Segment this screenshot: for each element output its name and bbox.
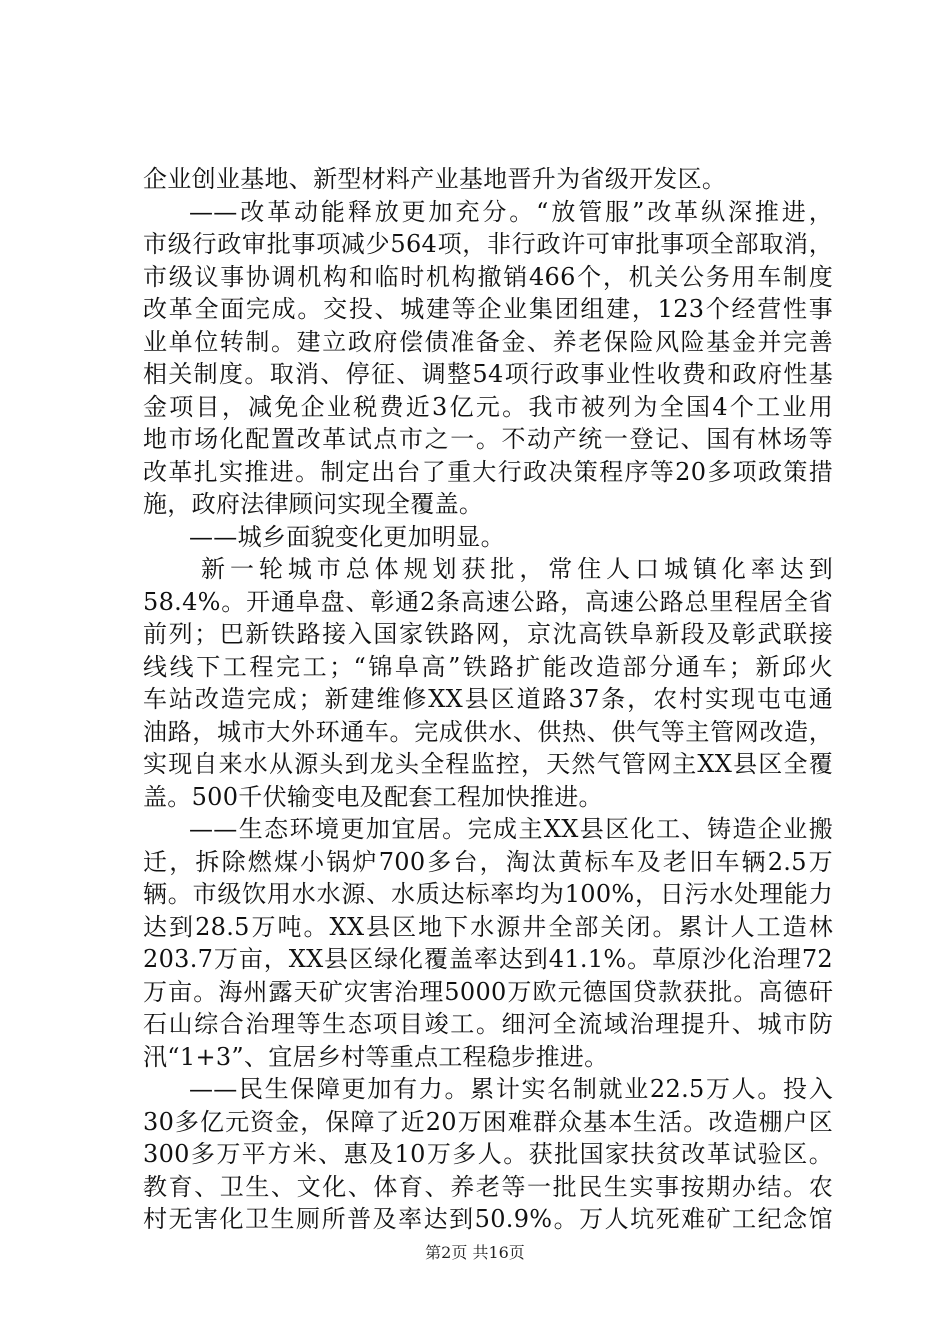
- text-line: 达到28.5万吨。XX县区地下水源井全部关闭。累计人工造林: [143, 912, 833, 941]
- text-line: 市级行政审批事项减少564项，非行政许可审批事项全部取消，: [143, 230, 833, 258]
- text-line: 教育、卫生、文化、体育、养老等一批民生实事按期办结。农: [143, 1172, 833, 1201]
- text-line: 施，政府法律顾问实现全覆盖。: [143, 490, 484, 518]
- body-text: [143, 163, 833, 1236]
- text-line: 改革扎实推进。制定出台了重大行政决策程序等20多项政策措: [143, 457, 833, 486]
- text-line: 盖。500千伏输变电及配套工程加快推进。: [143, 782, 603, 811]
- text-line: 万亩。海州露天矿灾害治理5000万欧元德国贷款获批。高德矸: [143, 977, 833, 1006]
- text-line: 改革全面完成。交投、城建等企业集团组建，123个经营性事: [143, 295, 833, 323]
- text-line: 300多万平方米、惠及10万多人。获批国家扶贫改革试验区。: [143, 1140, 833, 1168]
- text-line: 车站改造完成；新建维修XX县区道路37条，农村实现屯屯通: [143, 685, 833, 713]
- text-line: 线线下工程完工；“锦阜高”铁路扩能改造部分通车；新邱火: [143, 652, 833, 681]
- page-number-footer: 第2页 共16页: [425, 1243, 525, 1262]
- text-line: 企业创业基地、新型材料产业基地晋升为省级开发区。: [143, 165, 727, 193]
- text-line: 相关制度。取消、停征、调整54项行政事业性收费和政府性基: [143, 360, 833, 388]
- text-line: 村无害化卫生厕所普及率达到50.9%。万人坑死难矿工纪念馆: [143, 1205, 833, 1233]
- text-line: 实现自来水从源头到龙头全程监控，天然气管网主XX县区全覆: [143, 750, 833, 778]
- text-line: 市级议事协调机构和临时机构撤销466个，机关公务用车制度: [143, 262, 833, 291]
- text-line: ——生态环境更加宜居。完成主XX县区化工、铸造企业搬: [189, 815, 833, 843]
- text-line: 203.7万亩，XX县区绿化覆盖率达到41.1%。草原沙化治理72: [143, 945, 833, 973]
- text-line: 油路，城市大外环通车。完成供水、供热、供气等主管网改造，: [143, 717, 833, 746]
- section-heading: ——城乡面貌变化更加明显。: [189, 522, 505, 551]
- text-line: 新一轮城市总体规划获批，常住人口城镇化率达到: [201, 555, 833, 583]
- text-line: 前列；巴新铁路接入国家铁路网，京沈高铁阜新段及彰武联接: [143, 620, 833, 648]
- text-line: 汛“1+3”、宜居乡村等重点工程稳步推进。: [143, 1042, 609, 1071]
- text-line: 迁，拆除燃煤小锅炉700多台，淘汰黄标车及老旧车辆2.5万: [143, 847, 833, 876]
- text-line: 金项目，减免企业税费近3亿元。我市被列为全国4个工业用: [143, 392, 833, 421]
- text-line: 58.4%。开通阜盘、彰通2条高速公路，高速公路总里程居全省: [143, 587, 833, 616]
- text-line: 辆。市级饮用水水源、水质达标率均为100%，日污水处理能力: [143, 880, 833, 908]
- text-line: ——民生保障更加有力。累计实名制就业22.5万人。投入: [189, 1075, 833, 1103]
- text-line: 30多亿元资金，保障了近20万困难群众基本生活。改造棚户区: [143, 1107, 833, 1136]
- text-line: 地市场化配置改革试点市之一。不动产统一登记、国有林场等: [143, 425, 833, 453]
- text-line: 石山综合治理等生态项目竣工。细河全流域治理提升、城市防: [143, 1010, 833, 1038]
- text-line: ——改革动能释放更加充分。“放管服”改革纵深推进，: [189, 197, 833, 226]
- text-line: 业单位转制。建立政府偿债准备金、养老保险风险基金并完善: [143, 327, 833, 356]
